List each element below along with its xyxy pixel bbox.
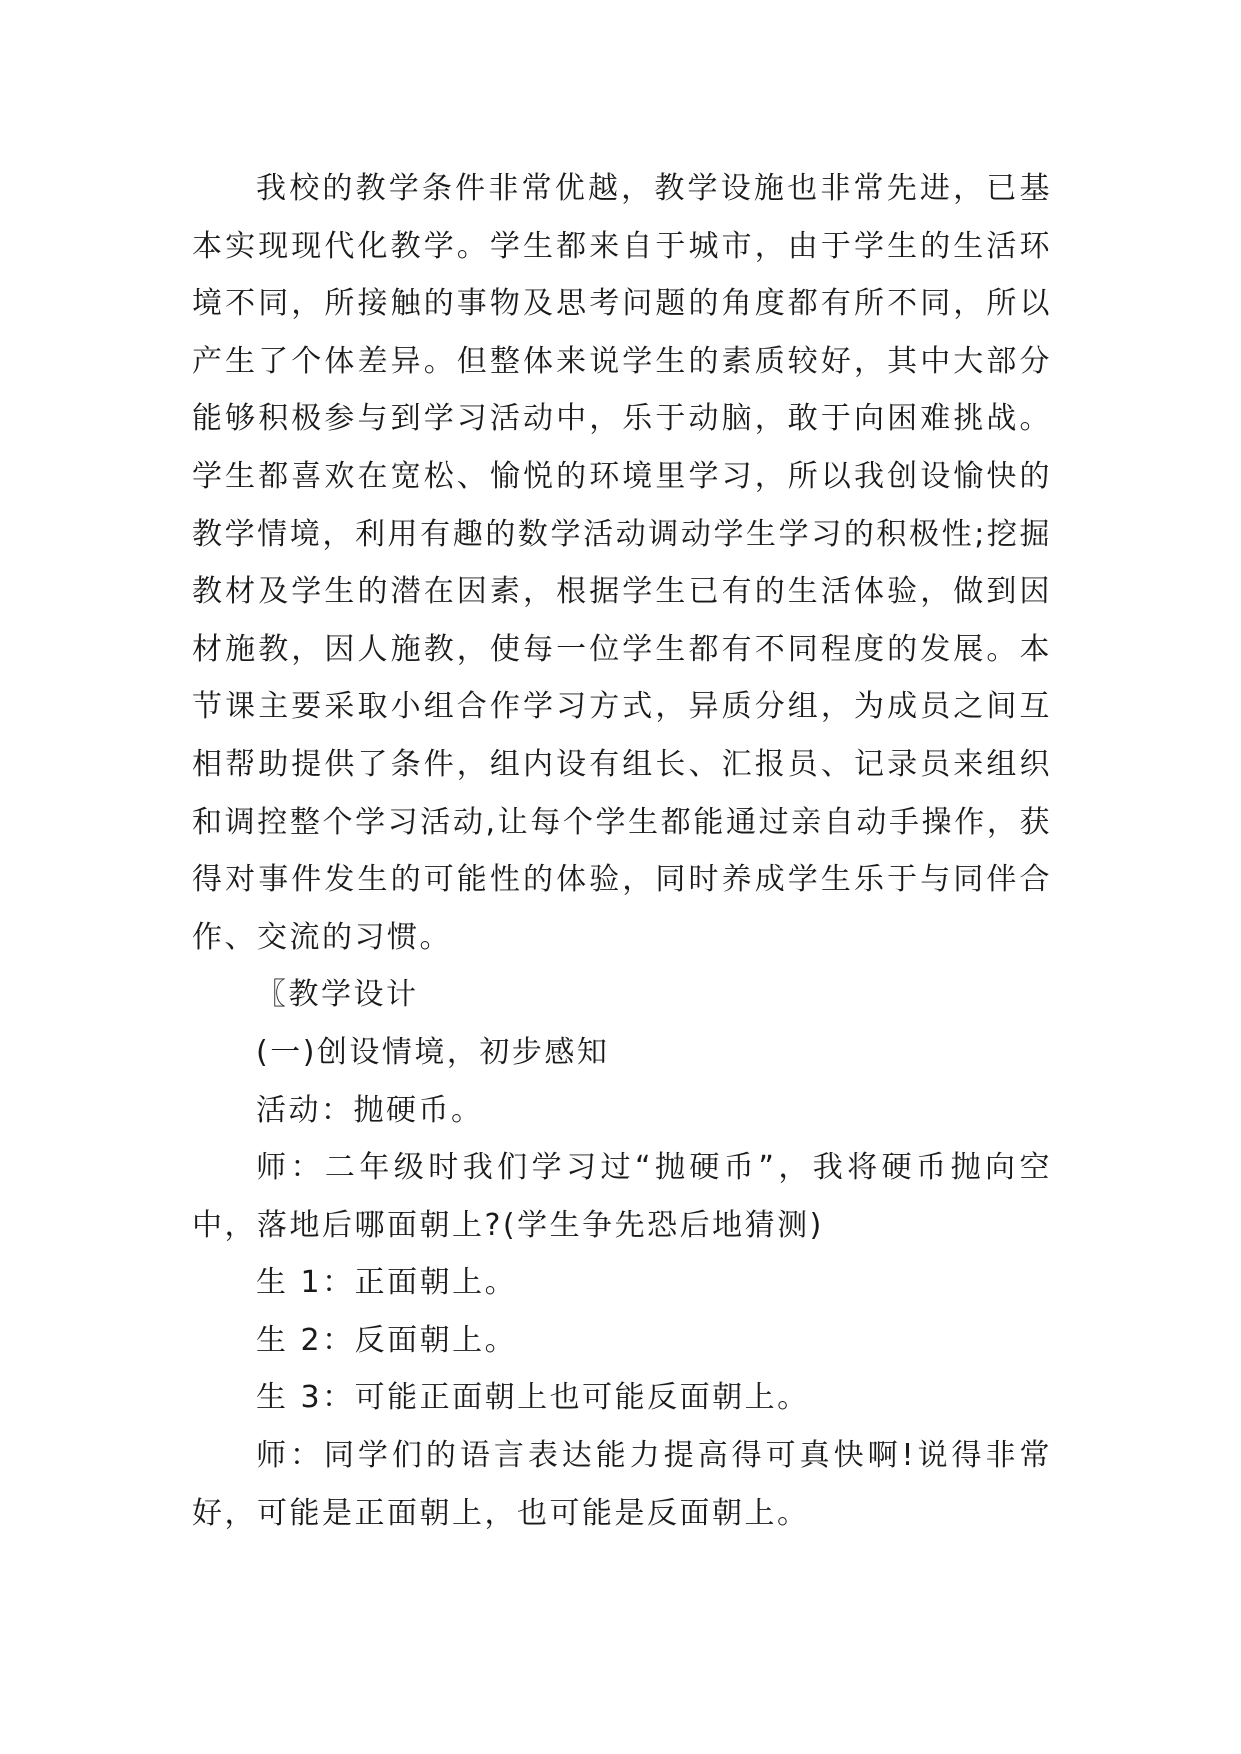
paragraph-student-3: 生 3：可能正面朝上也可能反面朝上。 [256, 1380, 810, 1416]
paragraph-class-situation: 我校的教学条件非常优越，教学设施也非常先进，已基本实现现代化教学。学生都来自于城市，由于学生的生活环境不同，所接触的事物及思考问题的角度都有所不同，所以产生了个体差异。但整体来说学生的素质较好，其中大部分能够积极参与到学习活动中，乐于动脑，敢于向困难挑战。学生都喜欢在宽松、愉悦的环境里学习，所以我创设愉快的教学情境，利用有趣的数学活动调动学生学习的积极性;挖掘教材及学生的潜在因素，根据学生已有的生活体验，做到因材施教，因人施教，使每一位学生都有不同程度的发展。本节课主要采取小组合作学习方式，异质分组，为成员之间互相帮助提供了条件，组内设有组长、汇报员、记录员来组织和调控整个学习活动,让每个学生都能通过亲自动手操作，获得对事件发生的可能性的体验，同时养成学生乐于与同伴合作、交流的习惯。 [192, 171, 1052, 955]
paragraph-teacher-question: 师：二年级时我们学习过“抛硬币”，我将硬币抛向空中，落地后哪面朝上?(学生争先恐后地猜测) [192, 1150, 1052, 1243]
paragraph-activity: 活动：抛硬币。 [256, 1092, 484, 1128]
document-body [192, 160, 1052, 1542]
paragraph-teacher-response: 师：同学们的语言表达能力提高得可真快啊!说得非常好，可能是正面朝上，也可能是反面朝上。 [192, 1438, 1052, 1531]
paragraph-student-1: 生 1：正面朝上。 [256, 1265, 518, 1301]
paragraph-student-2: 生 2：反面朝上。 [256, 1322, 518, 1358]
subsection-heading-create-situation: (一)创设情境，初步感知 [256, 1034, 610, 1070]
section-heading-teaching-design: 〖教学设计 [256, 977, 419, 1013]
